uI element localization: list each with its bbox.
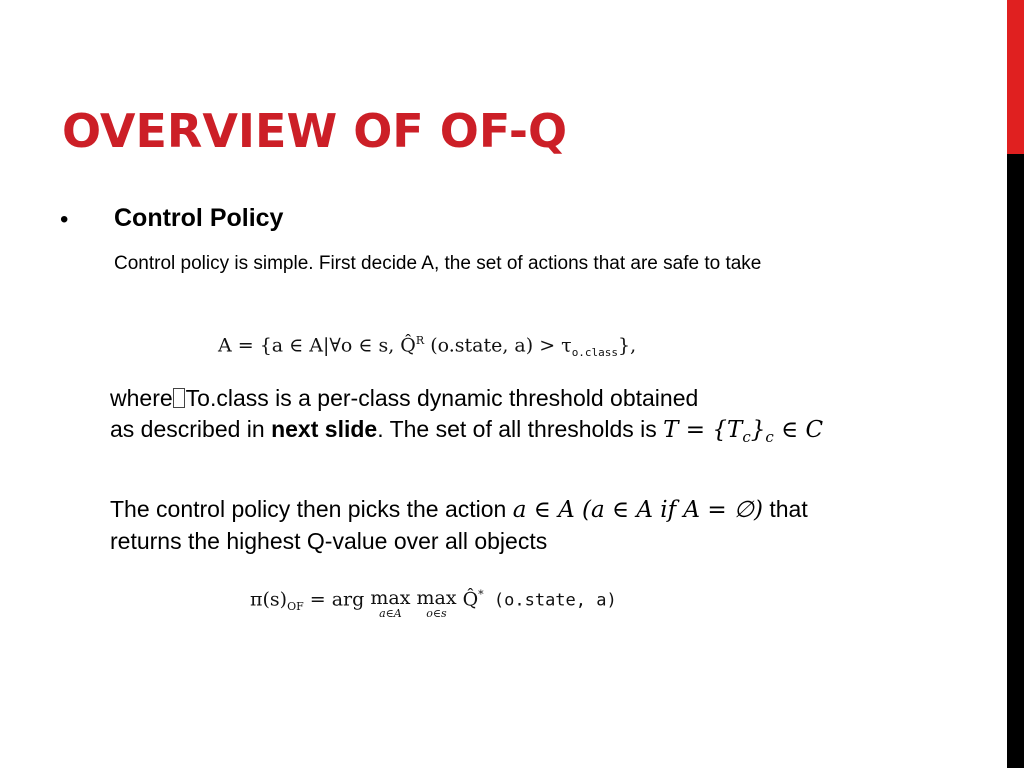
threshold-set-math xyxy=(663,417,824,446)
action-line-1-pre: The control policy then picks the action xyxy=(110,496,513,522)
accent-bar-red xyxy=(1007,0,1024,154)
accent-bar-black xyxy=(1007,154,1024,768)
threshold-math-tail: ∈ C xyxy=(773,417,824,443)
formula2-eq: = arg xyxy=(303,588,371,611)
bullet-marker: • xyxy=(60,206,69,233)
formula2-q: Q̂ xyxy=(456,588,479,611)
safe-action-set-formula xyxy=(218,334,636,359)
formula1-sub: o.class xyxy=(571,346,619,360)
next-slide-reference: next slide xyxy=(271,416,378,442)
missing-glyph-icon xyxy=(173,388,185,408)
action-math: a ∈ A (a ∈ A if A = ∅) xyxy=(512,497,763,523)
threshold-line-2-pre: as described in xyxy=(110,416,272,442)
formula2-q-sup: * xyxy=(478,588,484,601)
formula2-max-o xyxy=(416,588,456,620)
formula2-lhs: π(s) xyxy=(250,588,288,611)
action-line-1-post: that xyxy=(762,496,808,522)
formula2-max1: max xyxy=(370,587,411,609)
threshold-line-1-rest: To.class is a per-class dynamic threshold obtained xyxy=(185,385,699,411)
formula1-lhs: A = {a ∈ A|∀o ∈ s, Q̂ xyxy=(218,334,416,357)
formula1-arg: (o.state, a) > τ xyxy=(424,334,572,357)
slide-title: OVERVIEW OF OF-Q xyxy=(62,104,568,158)
formula1-sup: R xyxy=(415,334,425,347)
threshold-math-sub1: c xyxy=(742,428,751,446)
formula2-max2: max xyxy=(416,587,457,609)
formula2-max1-sub: a∈A xyxy=(379,607,402,620)
action-selection-description xyxy=(110,494,808,557)
formula2-max-a xyxy=(370,588,410,620)
threshold-math-main: T = {T xyxy=(663,417,743,443)
formula2-max2-sub: o∈s xyxy=(426,607,447,620)
where-word: where xyxy=(110,385,173,411)
formula2-lhs-sub: OF xyxy=(287,600,304,614)
section-heading: Control Policy xyxy=(114,204,284,232)
policy-formula xyxy=(250,588,617,620)
action-line-2: returns the highest Q-value over all objects xyxy=(110,528,548,554)
intro-text: Control policy is simple. First decide A, the set of actions that are safe to take xyxy=(114,253,762,274)
threshold-description xyxy=(110,383,823,453)
formula2-arg: (o.state, a) xyxy=(483,590,617,611)
threshold-line-1 xyxy=(110,383,823,414)
action-line-1 xyxy=(110,494,808,526)
formula1-end: }, xyxy=(618,334,637,357)
threshold-math-sub2: c xyxy=(765,428,774,446)
threshold-line-2 xyxy=(110,414,823,453)
threshold-math-close: } xyxy=(750,417,766,443)
threshold-line-2-post: . The set of all thresholds is xyxy=(377,416,664,442)
